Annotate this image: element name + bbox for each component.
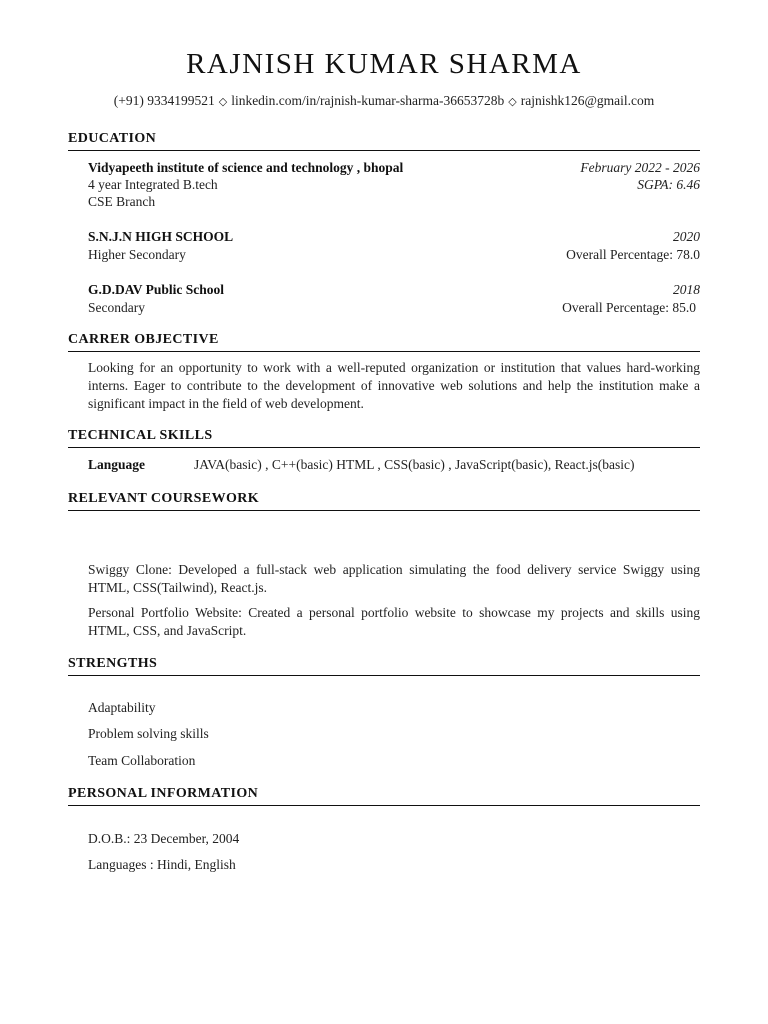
strength-item: Team Collaboration xyxy=(88,753,196,768)
education-entry-details xyxy=(88,246,700,263)
degree: 4 year Integrated B.tech xyxy=(88,177,218,192)
linkedin-link[interactable]: linkedin.com/in/rajnish-kumar-sharma-36653728b xyxy=(231,93,505,108)
contact-line xyxy=(0,93,768,109)
coursework-item: Swiggy Clone: Developed a full-stack web application simulating the food delivery service Swiggy using HTML, CSS(Tailwind), React.js. xyxy=(88,562,700,595)
candidate-name: RAJNISH KUMAR SHARMA xyxy=(186,48,582,80)
level: Secondary xyxy=(88,300,145,315)
personal-info-item: D.O.B.: 23 December, 2004 xyxy=(88,831,240,846)
skill-category-label: Language xyxy=(88,457,146,472)
section-heading-coursework: RELEVANT COURSEWORK xyxy=(68,491,700,511)
personal-info-item: Languages : Hindi, English xyxy=(88,857,236,872)
section-heading-personal-info: PERSONAL INFORMATION xyxy=(68,786,700,806)
education-entry-school-name xyxy=(88,159,700,176)
percentage: Overall Percentage: 78.0 xyxy=(566,247,700,262)
section-heading-education: EDUCATION xyxy=(68,131,700,151)
strength-item: Problem solving skills xyxy=(88,726,209,741)
education-entry-details xyxy=(88,176,700,193)
education-entry-school-name xyxy=(88,281,700,298)
section-heading-technical-skills: TECHNICAL SKILLS xyxy=(68,428,700,448)
branch: CSE Branch xyxy=(88,194,156,209)
education-entry-school-name xyxy=(88,228,700,245)
section-heading-strengths: STRENGTHS xyxy=(68,656,700,676)
percentage: Overall Percentage: 85.0 xyxy=(562,300,696,315)
school-name: G.D.DAV Public School xyxy=(88,282,225,297)
separator-diamond-icon: ◇ xyxy=(218,96,228,108)
education-date: 2020 xyxy=(673,229,700,244)
skill-category-value: JAVA(basic) , C++(basic) HTML , CSS(basic) , JavaScript(basic), React.js(basic) xyxy=(194,457,635,472)
objective-text: Looking for an opportunity to work with a well-reputed organization or institution that values hard-working interns. Eager to contribute to the development of innovative web solutions and help the institution make a significant impact in the field of web development. xyxy=(88,360,700,411)
education-date: 2018 xyxy=(673,282,700,297)
education-entry-branch xyxy=(88,193,700,210)
separator-diamond-icon: ◇ xyxy=(508,96,517,108)
education-date: February 2022 - 2026 xyxy=(580,160,700,175)
section-heading-objective: CARRER OBJECTIVE xyxy=(68,332,700,352)
education-entry-details xyxy=(88,299,700,316)
level: Higher Secondary xyxy=(88,247,186,262)
school-name: Vidyapeeth institute of science and technology , bhopal xyxy=(88,160,404,175)
email-link[interactable]: rajnishk126@gmail.com xyxy=(520,93,655,108)
sgpa: SGPA: 6.46 xyxy=(637,177,700,192)
phone-number: (+91) 9334199521 xyxy=(113,93,215,108)
coursework-item: Personal Portfolio Website: Created a personal portfolio website to showcase my projects and skills using HTML, CSS, and JavaScript. xyxy=(88,605,700,638)
strength-item: Adaptability xyxy=(88,700,156,715)
school-name: S.N.J.N HIGH SCHOOL xyxy=(88,229,234,244)
